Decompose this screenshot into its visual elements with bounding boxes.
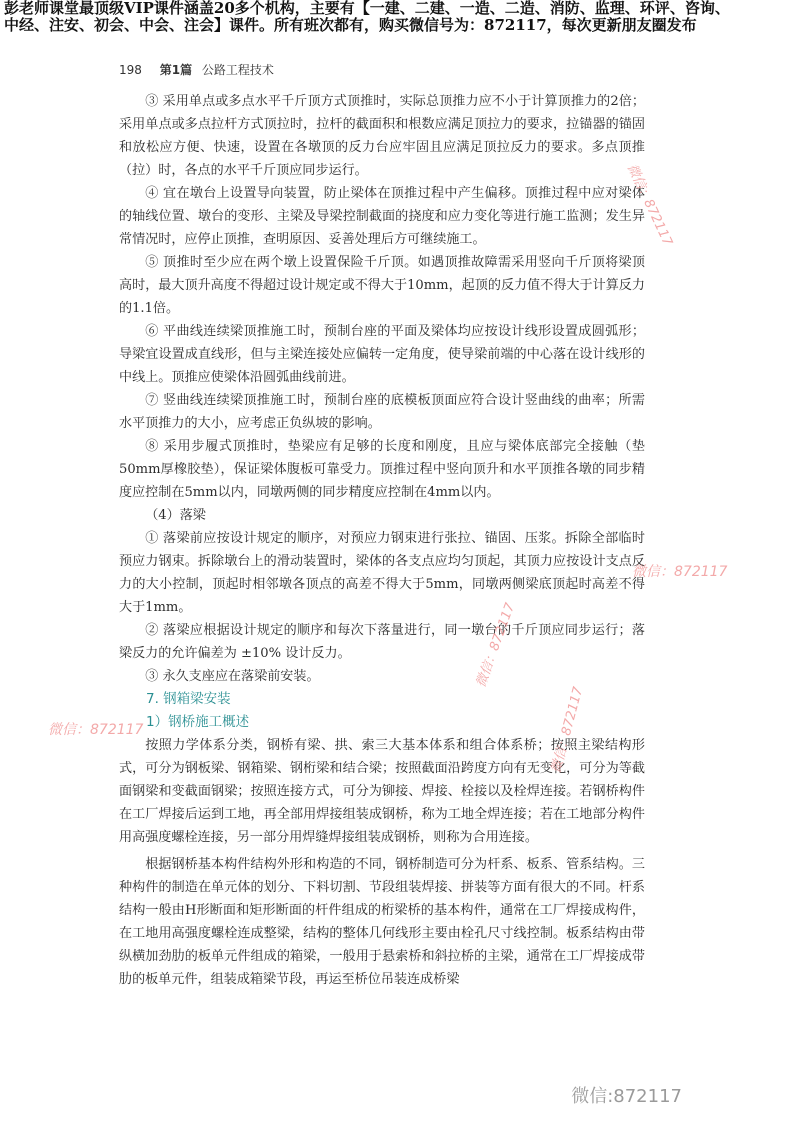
paragraph: ⑥ 平曲线连续梁顶推施工时，预制台座的平面及梁体均应按设计线形设置成圆弧形；导梁宜设置成直线形，但与主梁连接处应偏转一定角度，使导梁前端的中心落在设计线形的中线上。顶推应使梁体沿圆弧曲线前进。 [119, 324, 645, 385]
watermark: 微信：872117 [548, 685, 587, 775]
watermark: 微信：872117 [48, 722, 144, 738]
paragraph: ⑧ 采用步履式顶推时，垫梁应有足够的长度和刚度，且应与梁体底部完全接触（垫50mm厚橡胶垫），保证梁体腹板可靠受力。顶推过程中竖向顶升和水平顶推各墩的同步精度应控制在5mm以内，同墩两侧的同步精度应控制在4mm以内。 [119, 439, 645, 500]
watermark: 微信：872117 [623, 161, 675, 249]
paragraph: ④ 宜在墩台上设置导向装置，防止梁体在顶推过程中产生偏移。顶推过程中应对梁体的轴线位置、墩台的变形、主梁及导梁控制截面的挠度和应力变化等进行施工监测；发生异常情况时，应停止顶推，查明原因、妥善处理后方可继续施工。 [119, 186, 645, 247]
paragraph: ⑦ 竖曲线连续梁顶推施工时，预制台座的底模板顶面应符合设计竖曲线的曲率；所需水平顶推力的大小，应考虑正负纵坡的影响。 [119, 393, 645, 431]
subheading: （4）落梁 [145, 508, 206, 523]
paragraph: ③ 永久支座应在落梁前安装。 [145, 669, 320, 684]
paragraph: ③ 采用单点或多点水平千斤顶方式顶推时，实际总顶推力应不小于计算顶推力的2倍；采用单点或多点拉杆方式顶拉时，拉杆的截面积和根数应满足顶拉力的要求，拉锚器的锚固和放松应方便、快速，设置在各墩顶的反力台应牢固且应满足顶拉反力的要求。多点顶推（拉）时，各点的水平千斤顶应同步运行。 [119, 94, 645, 178]
page-body [119, 90, 645, 991]
watermark: 微信：872117 [632, 564, 728, 580]
paragraph: 根据钢桥基本构件结构外形和构造的不同，钢桥制造可分为杆系、板系、管系结构。三种构件的制造在单元体的划分、下料切割、节段组装焊接、拼装等方面有很大的不同。杆系结构一般由H形断面和矩形断面的杆件组成的桁梁桥的基本构件，通常在工厂焊接成构件，在工地用高强度螺栓连成整梁，结构的整体几何线形主要由栓孔尺寸线控制。板系结构由带纵横加劲肋的板单元件组成的箱梁，一般用于悬索桥和斜拉桥的主梁，通常在工厂焊接成带肋的板单元件，组装成箱梁节段，再运至桥位吊装连成桥梁 [119, 857, 645, 987]
chapter-title: 公路工程技术 [201, 63, 274, 77]
running-head [119, 61, 679, 78]
footer-watermark: 微信:872117 [571, 1086, 682, 1107]
page-number: 198 [119, 63, 142, 77]
paragraph: ② 落梁应根据设计规定的顺序和每次下落量进行，同一墩台的千斤顶应同步运行；落梁反力的允许偏差为 ±10% 设计反力。 [119, 623, 645, 661]
part-label: 第1篇 [159, 63, 193, 77]
subsection-heading: 1）钢桥施工概述 [146, 714, 250, 730]
promo-banner-line-2: 中经、注安、初会、中会、注会】课件。所有班次都有，购买微信号为：872117，每次更新朋友圈发布 [4, 16, 697, 34]
watermark: 微信：872117 [473, 601, 519, 690]
promo-banner-line-1: 彭老师课堂最顶级VIP课件涵盖20多个机构，主要有【一建、二建、一造、二造、消防、监理、环评、咨询、 [4, 0, 730, 17]
paragraph: ⑤ 顶推时至少应在两个墩上设置保险千斤顶。如遇顶推故障需采用竖向千斤顶将梁顶高时，最大顶升高度不得超过设计规定或不得大于10mm，起顶的反力值不得大于计算反力的1.1倍。 [119, 255, 645, 316]
paragraph: 按照力学体系分类，钢桥有梁、拱、索三大基本体系和组合体系桥；按照主梁结构形式，可分为钢板梁、钢箱梁、钢桁梁和结合梁；按照截面沿跨度方向有无变化，可分为等截面钢梁和变截面钢梁；按照连接方式，可分为铆接、焊接、栓接以及栓焊连接。若钢桥构件在工厂焊接后运到工地，再全部用焊接组装成钢桥，称为工地全焊连接；若在工地部分构件用高强度螺栓连接，另一部分用焊缝焊接组装成钢桥，则称为合用连接。 [119, 738, 645, 845]
paragraph: ① 落梁前应按设计规定的顺序，对预应力钢束进行张拉、锚固、压浆。拆除全部临时预应力钢束。拆除墩台上的滑动装置时，梁体的各支点应均匀顶起，其顶力应按设计支点反力的大小控制，顶起时相邻墩各顶点的高差不得大于5mm，同墩两侧梁底顶起时高差不得大于1mm。 [119, 531, 645, 615]
section-heading: 7. 钢箱梁安装 [146, 691, 231, 707]
promo-banner [0, 0, 800, 34]
